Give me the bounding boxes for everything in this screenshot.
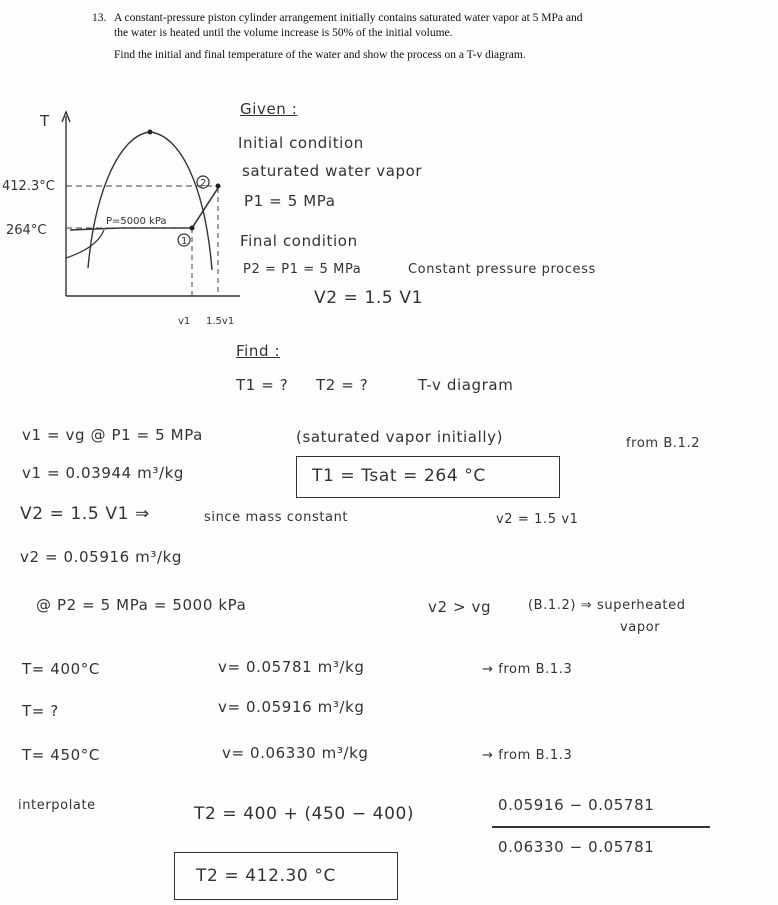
t-axis-label: T [40, 112, 50, 130]
problem-line-2: the water is heated until the volume increase is 50% of the initial volume. [114, 27, 453, 39]
interp-denominator: 0.06330 − 0.05781 [498, 838, 655, 856]
given-heading: Given : [240, 100, 298, 118]
isobar-tail [66, 230, 104, 258]
problem-line-1: A constant-pressure piston cylinder arrangement initially contains saturated water vapor at 5 MPa and [114, 12, 583, 24]
problem-number: 13. [92, 12, 107, 24]
table-row-3-ref: → from B.1.3 [482, 748, 573, 763]
fraction-bar [492, 826, 710, 828]
initial-condition-heading: Initial condition [238, 134, 364, 152]
saturation-dome [88, 132, 212, 270]
table-row-2-v: v= 0.05916 m³/kg [218, 698, 365, 716]
t2-answer: T2 = 412.30 °C [196, 866, 336, 886]
state-2-point [216, 184, 221, 189]
solution-line-1-ref: from B.1.2 [626, 436, 701, 451]
solution-line-1: v1 = vg @ P1 = 5 MPa [22, 426, 203, 444]
find-diagram: T-v diagram [418, 376, 514, 394]
table-row-1-v: v= 0.05781 m³/kg [218, 658, 365, 676]
table-row-3-v: v= 0.06330 m³/kg [222, 744, 369, 762]
interp-lhs: T2 = 400 + (450 − 400) [194, 804, 415, 824]
isobar-label: P=5000 kPa [106, 216, 167, 227]
find-heading: Find : [236, 342, 281, 360]
tv-diagram [0, 100, 240, 340]
critical-point [148, 130, 153, 135]
table-row-2-t: T= ? [22, 702, 59, 720]
find-t1: T1 = ? [236, 376, 289, 394]
table-row-1-ref: → from B.1.3 [482, 662, 573, 677]
problem-line-3: Find the initial and final temperature of the water and show the process on a T-v diagram. [114, 49, 526, 61]
solution-line-3: V2 = 1.5 V1 ⇒ [20, 504, 150, 524]
state-1-label: 1 [181, 236, 188, 247]
interp-numerator: 0.05916 − 0.05781 [498, 796, 655, 814]
solution-line-5-result: (B.1.2) ⇒ superheated [528, 598, 686, 613]
solution-line-5: @ P2 = 5 MPa = 5000 kPa [36, 596, 247, 614]
given-p2: P2 = P1 = 5 MPa [243, 262, 362, 277]
solution-line-1-note: (saturated vapor initially) [296, 428, 504, 446]
solution-line-3-result: v2 = 1.5 v1 [496, 512, 579, 527]
table-row-3-t: T= 450°C [22, 746, 100, 764]
find-t2: T2 = ? [316, 376, 369, 394]
final-condition-heading: Final condition [240, 232, 358, 250]
solution-line-3-note: since mass constant [204, 510, 349, 525]
table-row-1-t: T= 400°C [22, 660, 100, 678]
process-type: Constant pressure process [408, 262, 596, 277]
t-low-label: 264°C [6, 223, 47, 238]
t1-answer: T1 = Tsat = 264 °C [312, 466, 486, 486]
state-2-label: 2 [200, 178, 207, 189]
solution-line-5-result-2: vapor [620, 620, 661, 635]
solution-line-2: v1 = 0.03944 m³/kg [22, 464, 185, 482]
solution-line-5-compare: v2 > vg [428, 598, 492, 616]
v2-label: 1.5v1 [206, 316, 235, 327]
given-v2: V2 = 1.5 V1 [314, 288, 423, 308]
solution-line-4: v2 = 0.05916 m³/kg [20, 548, 183, 566]
state-1-point [190, 226, 195, 231]
interpolate-label: interpolate [18, 798, 96, 813]
t-high-label: 412.3°C [2, 179, 55, 194]
v1-label: v1 [178, 316, 191, 327]
initial-state: saturated water vapor [242, 162, 423, 180]
given-p1: P1 = 5 MPa [244, 192, 336, 210]
